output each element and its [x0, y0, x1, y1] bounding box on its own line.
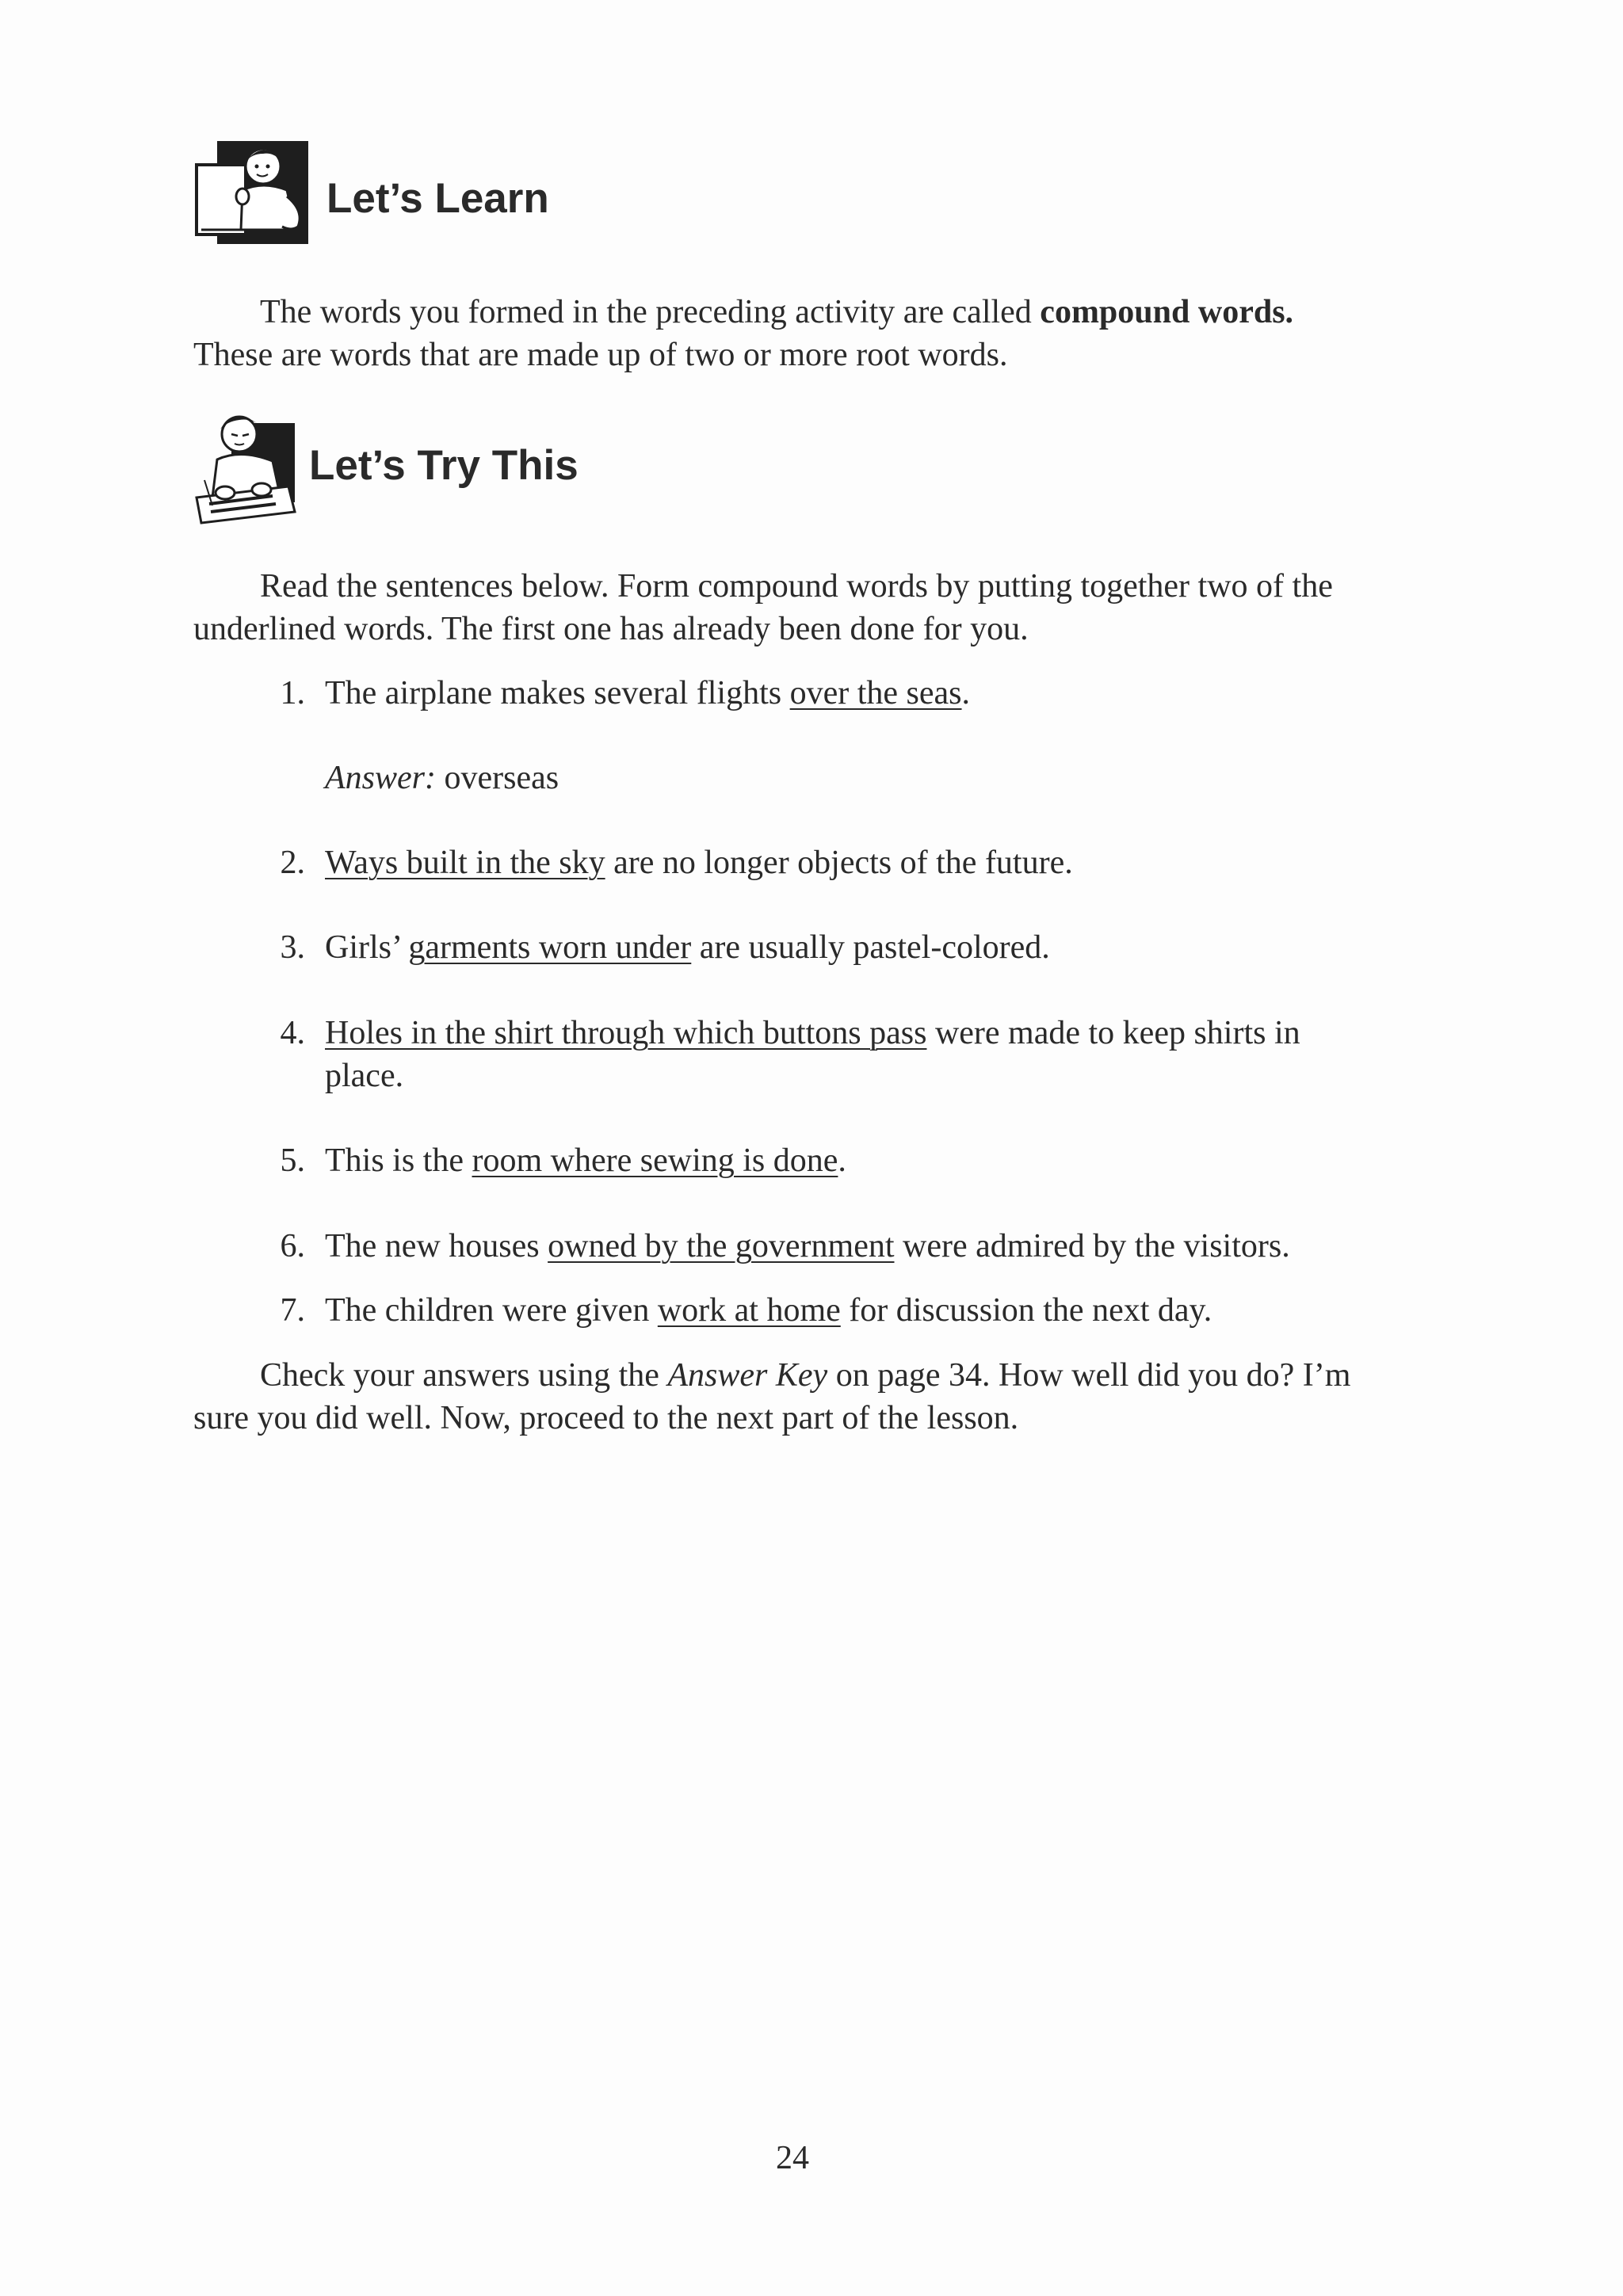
closing-text-3: sure you did well. Now, proceed to the next part of the lesson. — [193, 1400, 1019, 1436]
item-text: are usually pastel-colored. — [691, 929, 1050, 966]
compound-words-term: compound words. — [1040, 294, 1294, 330]
boy-holding-paper-icon — [193, 135, 312, 250]
learn-paragraph — [193, 291, 1293, 376]
item-text: The new houses — [325, 1228, 548, 1264]
answer-label: Answer: — [325, 760, 436, 796]
learn-text-1: The words you formed in the preceding activity are called — [260, 294, 1041, 330]
exercise-item-7 — [280, 1289, 1212, 1332]
closing-text-1: Check your answers using the — [260, 1357, 668, 1394]
item-number: 5. — [280, 1142, 305, 1179]
underlined-phrase: garments worn under — [408, 929, 692, 966]
closing-paragraph — [193, 1354, 1350, 1440]
item-text: were made to keep shirts in — [926, 1015, 1300, 1051]
item-text: This is the — [325, 1142, 472, 1179]
underlined-phrase: Ways built in the sky — [325, 845, 605, 881]
underlined-phrase: over the seas — [789, 675, 962, 711]
exercise-item-6 — [280, 1225, 1290, 1268]
item-number: 2. — [280, 845, 305, 881]
underlined-phrase: room where sewing is done — [472, 1142, 838, 1179]
item-text: The children were given — [325, 1292, 658, 1329]
item-text: are no longer objects of the future. — [605, 845, 1073, 881]
lets-try-title: Let’s Try This — [309, 442, 579, 489]
item-number: 4. — [280, 1015, 305, 1051]
item-text: were admired by the visitors. — [894, 1228, 1290, 1264]
lets-try-header — [193, 404, 579, 527]
page-number: 24 — [776, 2140, 809, 2176]
underlined-phrase: Holes in the shirt through which buttons pass — [325, 1015, 927, 1051]
answer-key-reference: Answer Key — [667, 1357, 828, 1394]
item-text: . — [961, 675, 971, 711]
item-text: . — [838, 1142, 846, 1179]
exercise-item-2 — [280, 841, 1073, 884]
underlined-phrase: owned by the government — [548, 1228, 895, 1264]
item-number: 1. — [280, 675, 305, 711]
exercise-item-1 — [280, 672, 971, 715]
lets-learn-header — [193, 135, 549, 250]
try-intro-line-2: underlined words. The first one has already been done for you. — [193, 611, 1029, 647]
exercise-item-5 — [280, 1139, 846, 1182]
exercise-item-3 — [280, 926, 1050, 969]
underlined-phrase: work at home — [657, 1292, 841, 1329]
answer-line — [325, 757, 559, 799]
learn-text-2: These are words that are made up of two or more root words. — [193, 337, 1008, 373]
item-text-continued: place. — [325, 1058, 404, 1094]
lets-learn-title: Let’s Learn — [327, 175, 549, 222]
item-text: Girls’ — [325, 929, 409, 966]
closing-text-2: on page 34. How well did you do? I’m — [827, 1357, 1351, 1394]
try-intro — [193, 565, 1333, 650]
item-text: for discussion the next day. — [840, 1292, 1212, 1329]
item-number: 7. — [280, 1292, 305, 1329]
boy-writing-icon — [193, 404, 298, 527]
exercise-item-4 — [280, 1012, 1300, 1097]
try-intro-line-1: Read the sentences below. Form compound words by putting together two of the — [260, 568, 1333, 605]
answer-value: overseas — [436, 760, 559, 796]
item-text: The airplane makes several flights — [325, 675, 790, 711]
item-number: 6. — [280, 1228, 305, 1264]
item-number: 3. — [280, 929, 305, 966]
